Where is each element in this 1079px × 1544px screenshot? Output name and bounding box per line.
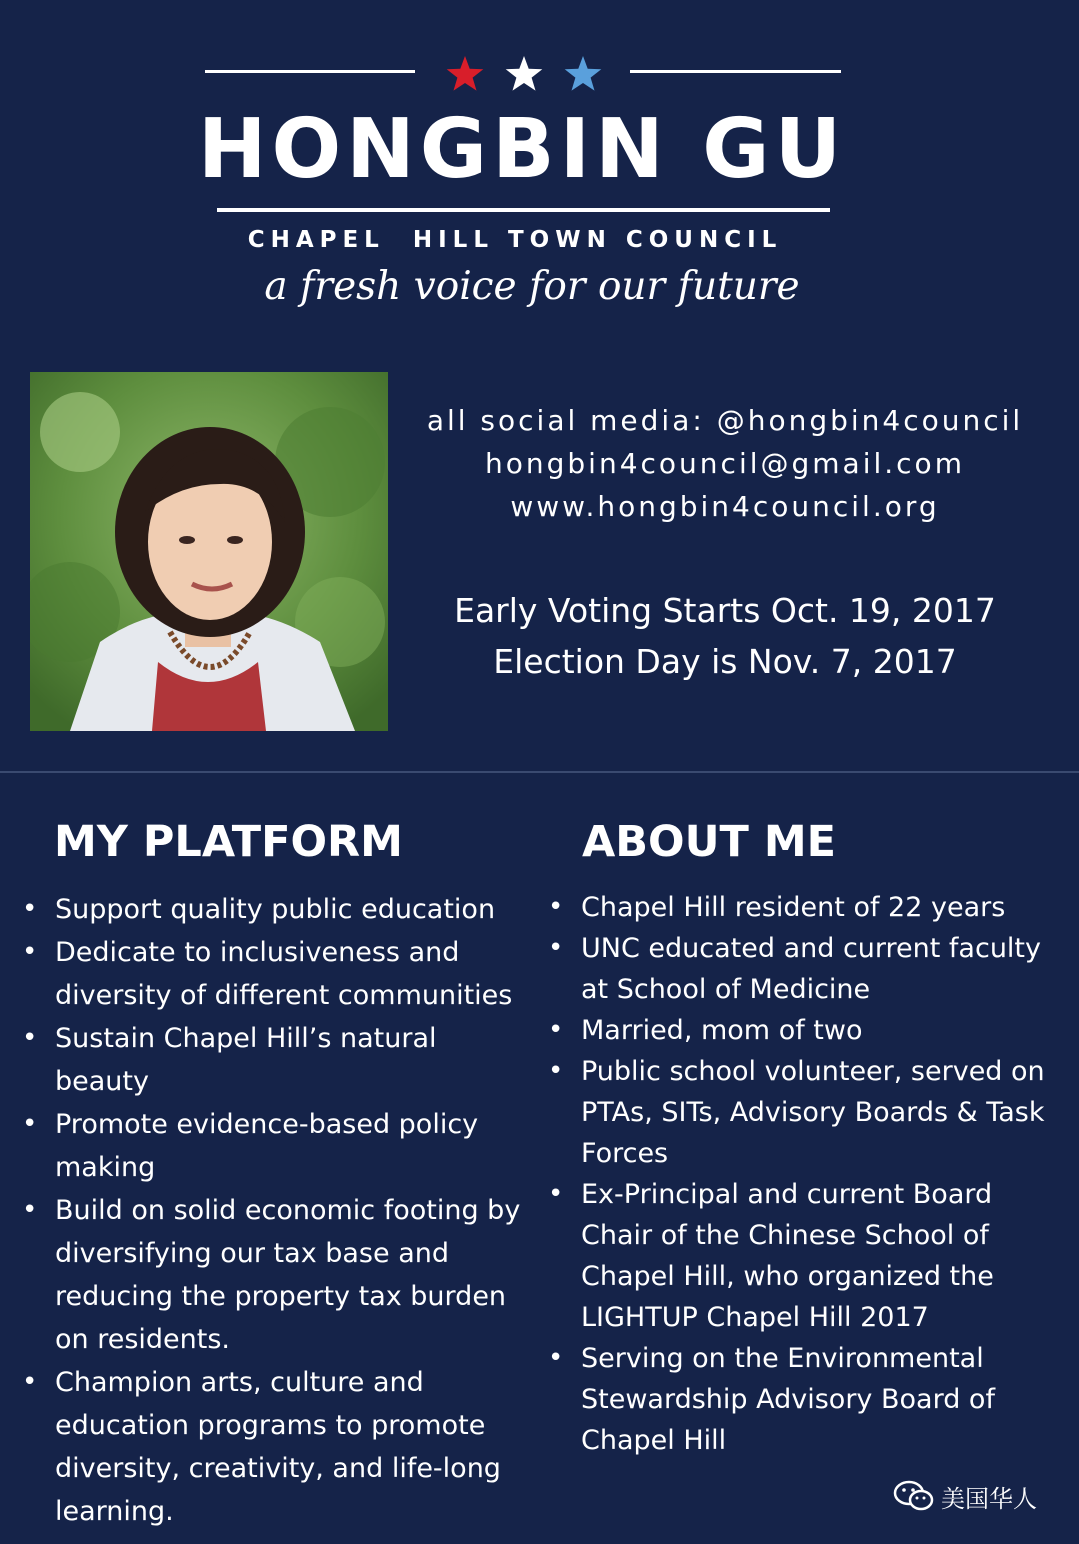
blue-star-icon: [563, 54, 603, 94]
early-voting-date: Early Voting Starts Oct. 19, 2017: [454, 591, 996, 630]
list-item: • Dedicate to inclusiveness and diversity of different communities: [22, 931, 532, 1017]
list-item: • Chapel Hill resident of 22 years: [548, 887, 1063, 928]
email-address: hongbin4council@gmail.com: [485, 447, 965, 480]
watermark-label: 美国华人: [941, 1484, 1037, 1513]
candidate-portrait: [30, 372, 388, 731]
election-day-date: Election Day is Nov. 7, 2017: [493, 642, 957, 681]
about-title: ABOUT ME: [582, 817, 836, 867]
social-handle: all social media: @hongbin4council: [426, 404, 1024, 437]
list-item: • Married, mom of two: [548, 1010, 1063, 1051]
header-rule-right: [630, 70, 841, 73]
about-list: [548, 887, 1063, 1461]
red-star-icon: [445, 54, 485, 94]
section-divider: [0, 771, 1079, 773]
list-item: • Public school volunteer, served on PTAs, SITs, Advisory Boards & Task Forces: [548, 1051, 1063, 1174]
white-star-icon: [504, 54, 544, 94]
list-item: • Promote evidence-based policy making: [22, 1103, 532, 1189]
list-item: • Champion arts, culture and education programs to promote diversity, creativity, and life-long learning.: [22, 1361, 532, 1533]
candidate-name: HONGBIN GU: [197, 102, 847, 197]
name-underline: [217, 208, 830, 212]
list-item: • Support quality public education: [22, 888, 532, 931]
list-item: • Serving on the Environmental Stewardship Advisory Board of Chapel Hill: [548, 1338, 1063, 1461]
tagline: a fresh voice for our future: [264, 264, 800, 309]
list-item: • Ex-Principal and current Board Chair of the Chinese School of Chapel Hill, who organized the LIGHTUP Chapel Hill 2017: [548, 1174, 1063, 1338]
platform-list: [22, 888, 532, 1533]
wechat-icon: [893, 1479, 935, 1513]
header-rule-left: [205, 70, 415, 73]
list-item: • Build on solid economic footing by diversifying our tax base and reducing the property tax burden on residents.: [22, 1189, 532, 1361]
website-url: www.hongbin4council.org: [510, 490, 940, 523]
wechat-watermark: [893, 1476, 1053, 1516]
platform-title: MY PLATFORM: [54, 817, 403, 867]
list-item: • Sustain Chapel Hill’s natural beauty: [22, 1017, 532, 1103]
list-item: • UNC educated and current faculty at School of Medicine: [548, 928, 1063, 1010]
office-title: CHAPEL HILL TOWN COUNCIL: [247, 227, 783, 253]
